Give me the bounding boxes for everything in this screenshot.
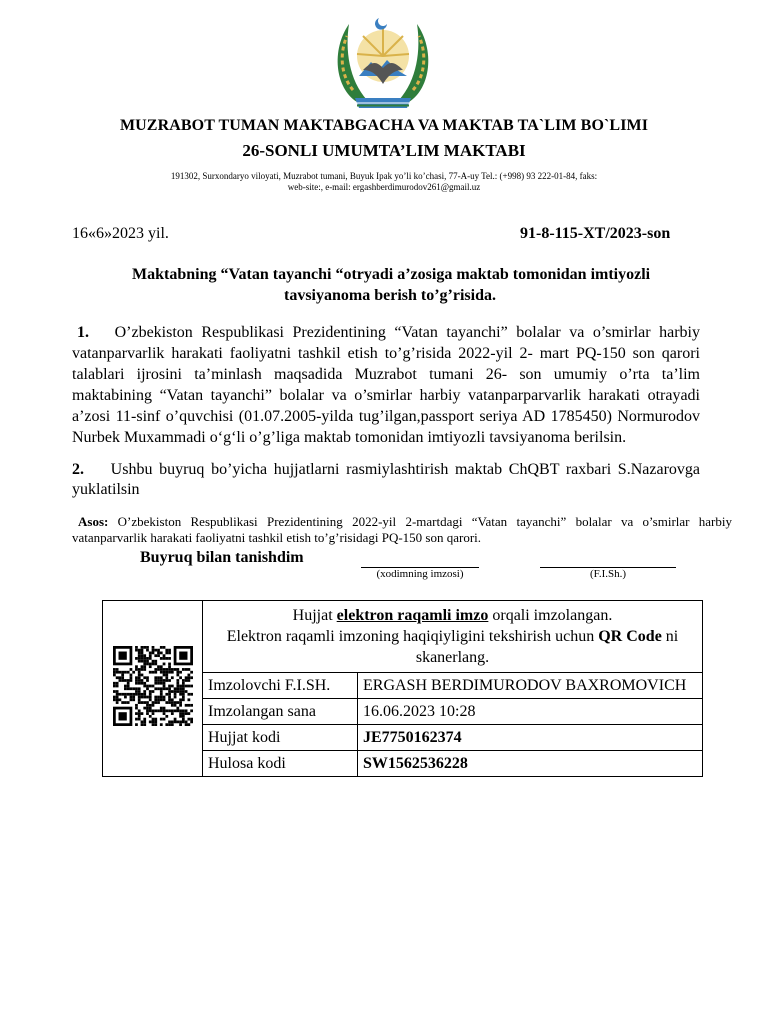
order-date: 16«6»2023 yil. [72, 225, 169, 242]
paragraph-2-text: Ushbu buyruq bo’yicha hujjatlarni rasmiylashtirish maktab ChQBT raxbari S.Nazarovga yuklatilsin [72, 461, 700, 498]
paragraph-1 [72, 322, 700, 448]
acknowledgement-label: Buyruq bilan tanishdim [140, 549, 304, 566]
basis-text: O’zbekiston Respublikasi Prezidentining 2022-yil 2-martdagi “Vatan tayanchi” bolalar va o’smirlar harbiy vatanparvarlik harakati faoliyatni tashkil etish to’g’risidagi PQ-150 son qarori. [72, 514, 732, 545]
qr-cell [103, 601, 203, 777]
conclusion-code-label: Hulosa kodi [203, 751, 358, 777]
esign-note-suffix: orqali imzolangan. [488, 607, 613, 624]
signer-label: Imzolovchi F.I.SH. [203, 673, 358, 699]
esign-note-row [103, 601, 703, 673]
order-number: 91-8-115-XT/2023-son [520, 225, 671, 242]
basis-paragraph [72, 514, 732, 546]
order-title [132, 264, 722, 306]
conclusion-code-value: SW1562536228 [358, 751, 703, 777]
address-block [140, 171, 628, 193]
esign-note-line2-prefix: Elektron raqamli imzoning haqiqiyligini tekshirish uchun [226, 628, 599, 645]
esign-note-line2-suffix: ni skanerlang. [415, 628, 679, 666]
signer-value: ERGASH BERDIMURODOV BAXROMOVICH [358, 673, 703, 699]
name-caption: (F.I.Sh.) [589, 568, 627, 580]
state-emblem [327, 10, 439, 114]
esign-qr-label: QR Code [598, 628, 662, 645]
esign-link[interactable]: elektron raqamli imzo [336, 607, 489, 624]
order-title-line-1: Maktabning “Vatan tayanchi “otryadi a’zosiga maktab tomonidan imtiyozli [132, 266, 651, 283]
paragraph-1-number: 1. [77, 324, 89, 341]
paragraph-2-number: 2. [72, 461, 84, 478]
esign-note [203, 601, 703, 673]
qr-code-icon[interactable] [113, 646, 193, 726]
document-code-value: JE7750162374 [358, 725, 703, 751]
document-code-label: Hujjat kodi [203, 725, 358, 751]
paragraph-2 [72, 460, 700, 500]
address-line-2: web-site:, e-mail: ergashberdimurodov261@gmail.uz [287, 182, 481, 192]
signature-caption: (xodimning imzosi) [376, 568, 464, 580]
esign-table [102, 600, 703, 777]
school-heading: 26-SONLI UMUMTA’LIM MAKTABI [242, 141, 526, 160]
signed-date-label: Imzolangan sana [203, 699, 358, 725]
esign-note-prefix: Hujjat [292, 607, 337, 624]
address-line-1: 191302, Surxondaryo viloyati, Muzrabot tumani, Buyuk Ipak yo’li ko’chasi, 77-A-uy Tel.: (+998) 93 222-01-84, faks: [170, 171, 598, 181]
order-title-line-2: tavsiyanoma berish to’g’risida. [284, 287, 496, 304]
basis-label: Asos: [78, 514, 109, 529]
signed-date-value: 16.06.2023 10:28 [358, 699, 703, 725]
paragraph-1-text: O’zbekiston Respublikasi Prezidentining “Vatan tayanchi” bolalar va o’smirlar harbiy vatanparvarlik harakati faoliyatni tashkil etish to’g’risida 2022-yil 2- mart PQ-150 son qarori talablari ijrosini ta’minlash maqsadida Muzrabot tumani 26- son umumiy o’rta ta’lim maktabining “Vatan tayanchi” bolalar va o’smirlar harbiy vatanparparvarlik harakati otrayadi a’zosi 11-sinf o’quvchisi (01.07.2005-yilda tug’ilgan,passport seriya AD 1785450) Normurodov Nurbek Muxammadi o‘g‘li o’g’liga maktab tomonidan imtiyozli tavsiyanoma berilsin. [72, 324, 701, 446]
department-heading: MUZRABOT TUMAN MAKTABGACHA VA MAKTAB TA`LIM BO`LIMI [119, 117, 649, 134]
